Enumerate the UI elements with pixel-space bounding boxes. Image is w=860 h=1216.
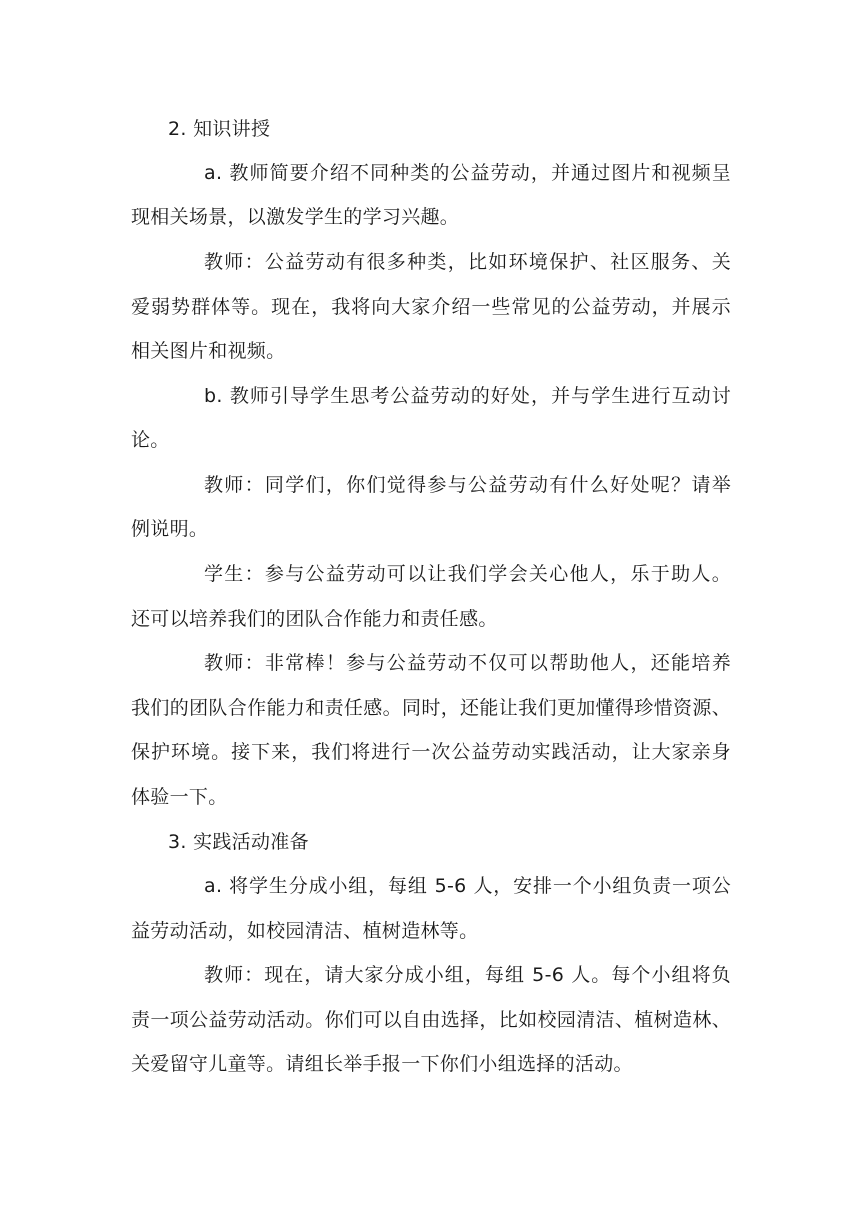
paragraph-line: a. 教师简要介绍不同种类的公益劳动，并通过图片和视频呈 bbox=[204, 162, 731, 184]
paragraph-line: 相关图片和视频。 bbox=[131, 340, 286, 362]
paragraph-line: 益劳动活动，如校园清洁、植树造林等。 bbox=[131, 920, 479, 942]
paragraph-line: 学生：参与公益劳动可以让我们学会关心他人，乐于助人。 bbox=[204, 563, 731, 585]
paragraph-line: 责一项公益劳动活动。你们可以自由选择，比如校园清洁、植树造林、 bbox=[131, 1009, 731, 1031]
paragraph-line: 还可以培养我们的团队合作能力和责任感。 bbox=[131, 608, 498, 630]
paragraph-line: 教师：公益劳动有很多种类，比如环境保护、社区服务、关 bbox=[204, 251, 731, 273]
paragraph-line: 保护环境。接下来，我们将进行一次公益劳动实践活动，让大家亲身 bbox=[131, 741, 731, 763]
paragraph-line: b. 教师引导学生思考公益劳动的好处，并与学生进行互动讨 bbox=[204, 385, 731, 407]
paragraph-line: 现相关场景，以激发学生的学习兴趣。 bbox=[131, 206, 460, 228]
paragraph-line: a. 将学生分成小组，每组 5-6 人，安排一个小组负责一项公 bbox=[204, 875, 731, 897]
paragraph-line: 教师：同学们，你们觉得参与公益劳动有什么好处呢？请举 bbox=[204, 474, 731, 496]
paragraph-line: 关爱留守儿童等。请组长举手报一下你们小组选择的活动。 bbox=[131, 1053, 633, 1075]
paragraph-line: 教师：非常棒！参与公益劳动不仅可以帮助他人，还能培养 bbox=[204, 652, 731, 674]
paragraph-line: 教师：现在，请大家分成小组，每组 5-6 人。每个小组将负 bbox=[204, 964, 731, 986]
paragraph-line: 论。 bbox=[131, 429, 170, 451]
section-heading-3: 3. 实践活动准备 bbox=[168, 831, 309, 853]
section-heading-2: 2. 知识讲授 bbox=[168, 118, 271, 140]
paragraph-line: 例说明。 bbox=[131, 518, 209, 540]
paragraph-line: 体验一下。 bbox=[131, 786, 228, 808]
paragraph-line: 我们的团队合作能力和责任感。同时，还能让我们更加懂得珍惜资源、 bbox=[131, 697, 731, 719]
paragraph-line: 爱弱势群体等。现在，我将向大家介绍一些常见的公益劳动，并展示 bbox=[131, 296, 731, 318]
